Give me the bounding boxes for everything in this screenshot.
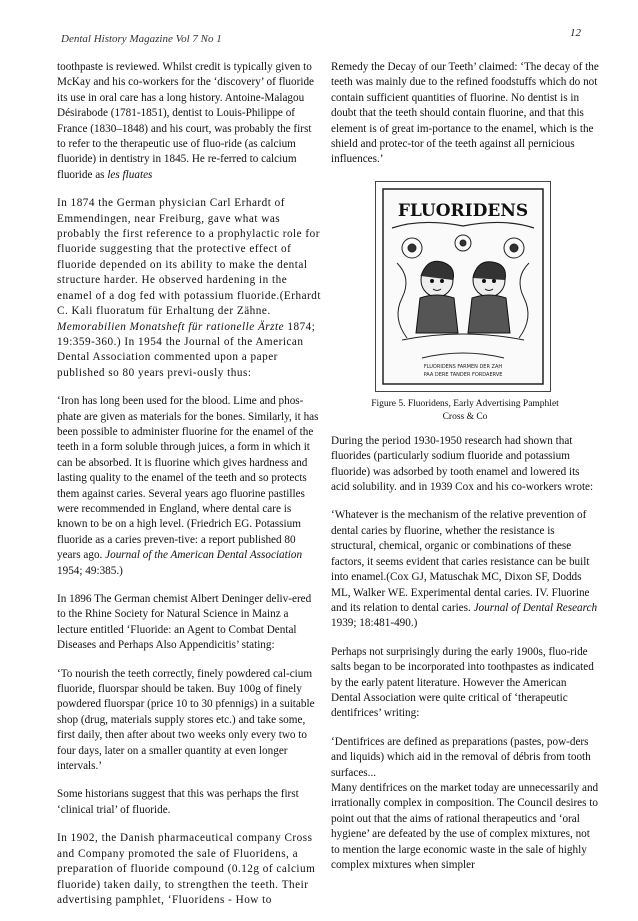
quote-paragraph: ‘To nourish the teeth correctly, finely powdered cal-cium fluoride, fluorspar should be taken. Buy 100g of finely powdered fluorspar (price 10 to 30 pfennigs) in a suitable shop (drug, materials supply stores etc.) and take some, first daily, then after about two weeks only every two to four days, later on a smaller quantity at even longer intervals.’ xyxy=(57,667,315,773)
caption-line: Figure 5. Fluoridens, Early Advertising Pamphlet xyxy=(371,398,559,409)
journal-citation: Memorabilien Monatsheft für rationelle Ärzte xyxy=(57,320,285,333)
caption-line: Cross & Co xyxy=(442,411,488,422)
fluoridens-pamphlet-illustration xyxy=(382,188,544,385)
paragraph xyxy=(57,196,321,381)
paragraph: In 1902, the Danish pharmaceutical company Cross and Company promoted the sale of Fluoridens, a preparation of fluoride compound (0.12g of calcium fluoride) taken daily, to strengthen the teeth. Their advertising pamphlet, ‘Fluoridens - How to xyxy=(57,832,316,906)
paragraph-text: toothpaste is reviewed. Whilst credit is typically given to McKay and his co-workers for the ‘discovery’ of fluoride its use in oral care has a long history. Antoine-Malagou Désirabode (1781-1851), dentist to Louis-Philippe of France (1830–1848) and his court, was probably the first to refer to the therapeutic use of fluo-ride (as calcium fluoride) in dentistry in 1845. He re-ferred to calcium fluoride as xyxy=(57,61,315,181)
paragraph-text: 1954; 49:385.) xyxy=(57,564,123,577)
quote-paragraph xyxy=(57,394,321,579)
journal-header: Dental History Magazine Vol 7 No 1 xyxy=(61,33,222,45)
journal-citation: Journal of Dental Research xyxy=(473,601,598,614)
page-number: 12 xyxy=(570,27,581,39)
pamphlet-small-print: PAA DERE TANDER FORDAERVE xyxy=(423,371,503,378)
paragraph-text: 1939; 18:481-490.) xyxy=(331,617,418,630)
paragraph: Many dentifrices on the market today are unnecessarily and irrationally complex in composition. The Council desires to point out that the aims of rational therapeutics and ‘oral hygiene’ are defeated by the use of complex mixtures, not to mention the large economic waste in the sale of highly complex mixtures when simpler xyxy=(331,781,599,871)
pamphlet-title: FLUORIDENS xyxy=(397,200,529,221)
left-column xyxy=(57,60,321,921)
quote-paragraph: ‘Dentifrices are defined as preparations (pastes, pow-ders and liquids) which aid in the removal of débris from tooth surfaces... xyxy=(331,735,591,779)
quote-paragraph: Remedy the Decay of our Teeth’ claimed: ‘The decay of the teeth was mainly due to the refined foodstuffs which do not contain sufficient quantities of fluorine. No dentist is in doubt that the teeth should contain fluorine, and that this element is of great im-portance to the enamel, which is the shield and protec-tor of the teeth against all pernicious influences.’ xyxy=(331,61,599,166)
quote-paragraph xyxy=(331,508,599,631)
advertising-pamphlet-figure xyxy=(375,181,551,392)
paragraph: During the period 1930-1950 research had shown that fluorides (particularly sodium fluoride and potassium fluoride) was adsorbed by tooth enamel and lowered its acid solubility. and in 1939 Cox and his co-workers wrote: xyxy=(331,434,594,494)
paragraph xyxy=(57,60,321,183)
paragraph: Perhaps not surprisingly during the early 1900s, fluo-ride salts began to be incorporated into toothpastes as indicated by the early patent literature. However the American Dental Association were quite critical of ‘therapeutic dentifrices’ writing: xyxy=(331,645,594,720)
right-column xyxy=(331,60,599,886)
paragraph-text: ‘Whatever is the mechanism of the relative prevention of dental caries by fluorine, whether the resistance is structural, chemical, organic or combinations of these factors, it seems evident that caries resistance can be built into enamel.(Cox GJ, Matuschak MC, Dixon SF, Dodds ML, Walker WE. Experimental dental caries. IV. Fluorine and its relation to dental caries. xyxy=(331,509,590,614)
paragraph: In 1896 The German chemist Albert Deninger deliv-ered to the Rhine Society for Natural Science in Mainz a lecture entitled ‘Fluoride: an Agent to Combat Dental Diseases and Perhaps Also Appendicitis’ stating: xyxy=(57,593,312,652)
journal-citation: Journal of the American Dental Association xyxy=(105,549,303,562)
paragraph: Some historians suggest that this was perhaps the first ‘clinical trial’ of fluoride. xyxy=(57,788,299,816)
figure-caption xyxy=(331,398,599,424)
pamphlet-small-print: FLUORIDENS FARMEN DER ZAH xyxy=(423,363,503,370)
paragraph-text: In 1874 the German physician Carl Erhardt of Emmendingen, near Freiburg, gave what was probably the first reference to a prophylactic role for fluoride suggesting that the protective effect of fluoride depended on its ability to make the dental structure harder. He observed hardening in the enamel of a dog fed with potassium fluoride.(Erhardt C. Kali fluoratum für Erhaltung der Zähne. xyxy=(57,197,321,318)
paragraph-text: ‘Iron has long been used for the blood. Lime and phos-phate are given as materials for the bones. Similarly, it has been possible to administer fluorine for the enamel of the teeth in a form soluble through juices, a form in which it can be absorbed. It is fluorine which gives hardness and lasting quality to the enamel of the teeth and so protects them against caries. Several years ago fluorine pastilles were recommended in England, where dental care is known to be on a high level. (Friedrich EG. Potassium fluoride as a caries preven-tive: a report published 80 years ago. xyxy=(57,395,319,562)
paragraph-text: 1874; 19:359-360.) In 1954 the Journal of the American Dental Association commented upon a paper published so 80 years previ-ously thus: xyxy=(57,320,316,379)
italic-term: les fluates xyxy=(107,168,153,181)
